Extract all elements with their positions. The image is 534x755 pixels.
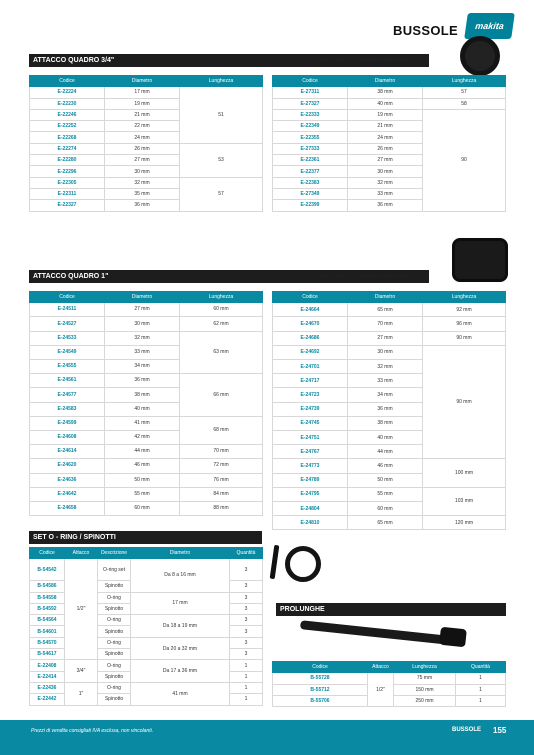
cell-diam: 19 mm [105,98,180,109]
cell-diam: 17 mm [131,592,230,615]
cell-code: B-55728 [273,673,368,684]
extension-bar-image [300,620,450,645]
cell-code: E-22436 [30,682,65,693]
cell-code: E-22361 [273,155,348,166]
cell-code: B-54601 [30,626,65,637]
cell-diam: 36 mm [105,200,180,211]
cell-len: 90 [423,109,506,211]
cell-desc: O-ring [98,682,131,693]
cell-code: B-54564 [30,615,65,626]
cell-code: E-22311 [30,188,105,199]
cell-diam: 50 mm [105,473,180,487]
cell-diam: 30 mm [105,317,180,331]
footer-note: Prezzi di vendita consigliati IVA esclusa, non vincolanti. [31,728,154,734]
cell-desc: O-ring [98,660,131,671]
cell-diam: 34 mm [105,360,180,374]
cell-code: E-24701 [273,360,348,374]
cell-diam: 60 mm [348,501,423,515]
col-diametro: Diametro [348,76,423,87]
cell-code: E-24795 [273,487,348,501]
cell-code: B-55706 [273,695,368,706]
cell-diam: 33 mm [348,374,423,388]
cell-qty: 3 [230,592,263,603]
cell-len: 75 mm [394,673,456,684]
cell-qty: 3 [230,637,263,648]
col-codice: Codice [30,292,105,303]
cell-code: E-22408 [30,660,65,671]
cell-desc: Spinotto [98,626,131,637]
cell-code: E-24751 [273,430,348,444]
cell-len: 70 mm [180,445,263,459]
col-codice: Codice [273,76,348,87]
cell-attacco: 1" [65,682,98,705]
cell-code: E-24717 [273,374,348,388]
cell-diam: 17 mm [105,87,180,98]
cell-code: B-54617 [30,649,65,660]
cell-diam: 44 mm [105,445,180,459]
cell-code: E-22355 [273,132,348,143]
cell-len: 53 [180,143,263,177]
cell-code: E-24614 [30,445,105,459]
cell-len: 76 mm [180,473,263,487]
col-codice: Codice [273,292,348,303]
section-bar-prolunghe [276,603,506,616]
cell-diam: 50 mm [348,473,423,487]
col-lunghezza: Lunghezza [180,76,263,87]
col-diametro: Diametro [105,76,180,87]
cell-qty: 3 [230,649,263,660]
cell-code: E-22274 [30,143,105,154]
cell-code: E-24767 [273,445,348,459]
table-prolunghe [272,661,506,707]
cell-diam: 27 mm [105,155,180,166]
cell-code: E-24511 [30,303,105,317]
cell-diam: 30 mm [105,166,180,177]
cell-qty: 1 [230,682,263,693]
cell-qty: 1 [230,671,263,682]
section-note: VENDUTE CON SPINOTTO E O-RING [320,274,408,280]
cell-diam: 27 mm [348,331,423,345]
cell-code: E-27311 [273,87,348,98]
cell-code: E-27349 [273,188,348,199]
cell-diam: 26 mm [105,143,180,154]
cell-code: B-54570 [30,637,65,648]
cell-code: E-24723 [273,388,348,402]
cell-len: 63 mm [180,331,263,374]
cell-diam: Da 17 a 36 mm [131,660,230,683]
col-codice: Codice [30,76,105,87]
cell-qty: 1 [456,673,506,684]
cell-qty: 1 [456,695,506,706]
col-attacco: Attacco [368,662,394,673]
socket-photo-1 [452,238,508,282]
cell-desc: O-ring [98,615,131,626]
cell-code: B-54542 [30,559,65,581]
cell-qty: 1 [230,694,263,705]
cell-len: 92 mm [423,303,506,317]
cell-code: E-24533 [30,331,105,345]
cell-code: E-22442 [30,694,65,705]
cell-code: E-22246 [30,109,105,120]
cell-diam: 33 mm [105,345,180,359]
cell-len: 100 mm [423,459,506,487]
cell-diam: 36 mm [348,200,423,211]
section-title: PROLUNGHE [280,606,325,613]
cell-diam: Da 8 a 16 mm [131,559,230,592]
cell-qty: 3 [230,626,263,637]
cell-qty: 3 [230,603,263,614]
table-1-left [29,291,263,516]
page-number: 155 [493,726,507,735]
cell-len: 88 mm [180,501,263,515]
cell-diam: 27 mm [105,303,180,317]
cell-code: E-22224 [30,87,105,98]
cell-qty: 3 [230,559,263,581]
cell-len: 66 mm [180,374,263,417]
socket-photo-3-4 [460,36,500,76]
col-diametro: Diametro [348,292,423,303]
col-codice: Codice [273,662,368,673]
cell-diam: 41 mm [105,416,180,430]
cell-len: 96 mm [423,317,506,331]
footer-section: BUSSOLE [452,727,482,733]
cell-code: E-24549 [30,345,105,359]
cell-len: 57 [423,87,506,98]
cell-code: E-22280 [30,155,105,166]
cell-diam: 36 mm [348,402,423,416]
cell-diam: 19 mm [348,109,423,120]
cell-attacco: 3/4" [65,660,98,683]
cell-code: E-24527 [30,317,105,331]
table-3-4-right [272,75,506,212]
cell-diam: 22 mm [105,121,180,132]
cell-diam: 40 mm [348,430,423,444]
col-quantita: Quantità [456,662,506,673]
cell-diam: 21 mm [348,121,423,132]
cell-desc: Spinotto [98,671,131,682]
cell-desc: O-ring [98,637,131,648]
cell-len: 90 mm [423,345,506,459]
section-bar-set [29,531,262,544]
pin-image [270,545,280,579]
cell-diam: 38 mm [105,388,180,402]
cell-len: 60 mm [180,303,263,317]
cell-code: B-54592 [30,603,65,614]
cell-diam: 35 mm [105,188,180,199]
cell-diam: 33 mm [348,188,423,199]
cell-desc: O-ring set [98,559,131,581]
section-note: VENDUTE CON SPINOTTO E O-RING [320,58,408,64]
cell-code: E-27327 [273,98,348,109]
makita-logo: makita [464,13,515,39]
cell-len: 120 mm [423,516,506,530]
cell-code: B-55712 [273,684,368,695]
cell-len: 58 [423,98,506,109]
cell-code: E-24555 [30,360,105,374]
cell-code: E-22377 [273,166,348,177]
cell-desc: Spinotto [98,649,131,660]
cell-diam: 24 mm [348,132,423,143]
cell-attacco: 1/2" [368,673,394,707]
cell-diam: 55 mm [105,487,180,501]
col-quantita: Quantità [230,548,263,559]
cell-diam: 42 mm [105,430,180,444]
col-codice: Codice [30,548,65,559]
footer-bar [0,720,534,755]
section-title: ATTACCO QUADRO 1" [33,273,109,280]
cell-code: E-24692 [273,345,348,359]
cell-code: E-22333 [273,109,348,120]
cell-code: E-22296 [30,166,105,177]
cell-diam: 32 mm [105,177,180,188]
cell-len: 72 mm [180,459,263,473]
cell-code: E-22327 [30,200,105,211]
cell-len: 62 mm [180,317,263,331]
cell-code: B-54558 [30,592,65,603]
cell-code: E-22252 [30,121,105,132]
cell-diam: 40 mm [105,402,180,416]
cell-code: E-24773 [273,459,348,473]
cell-diam: Da 20 a 32 mm [131,637,230,660]
cell-code: E-22383 [273,177,348,188]
cell-len: 90 mm [423,331,506,345]
cell-diam: 30 mm [348,166,423,177]
cell-diam: 34 mm [348,388,423,402]
table-set [29,547,263,706]
cell-desc: Spinotto [98,694,131,705]
cell-len: 250 mm [394,695,456,706]
cell-diam: 36 mm [105,374,180,388]
section-title: SET O - RING / SPINOTTI [33,534,116,541]
col-lunghezza: Lunghezza [423,292,506,303]
cell-code: E-22230 [30,98,105,109]
cell-code: E-24789 [273,473,348,487]
cell-len: 150 mm [394,684,456,695]
cell-attacco: 1/2" [65,559,98,660]
cell-code: E-24686 [273,331,348,345]
col-lunghezza: Lunghezza [423,76,506,87]
cell-len: 51 [180,87,263,143]
cell-qty: 1 [230,660,263,671]
cell-code: E-24664 [273,303,348,317]
col-descrizione: Descrizione [98,548,131,559]
cell-code: E-24658 [30,501,105,515]
cell-len: 84 mm [180,487,263,501]
cell-diam: 55 mm [348,487,423,501]
table-3-4-left [29,75,263,212]
cell-code: E-24583 [30,402,105,416]
col-lunghezza: Lunghezza [180,292,263,303]
cell-diam: 32 mm [348,177,423,188]
cell-desc: Spinotto [98,581,131,592]
cell-diam: 32 mm [348,360,423,374]
section-title: ATTACCO QUADRO 3/4" [33,57,115,64]
cell-code: B-54586 [30,581,65,592]
cell-diam: 70 mm [348,317,423,331]
cell-len: 57 [180,177,263,211]
cell-desc: Spinotto [98,603,131,614]
cell-diam: 38 mm [348,416,423,430]
cell-diam: 65 mm [348,516,423,530]
col-diametro: Diametro [131,548,230,559]
cell-qty: 3 [230,615,263,626]
cell-code: E-22305 [30,177,105,188]
col-attacco: Attacco [65,548,98,559]
cell-diam: 24 mm [105,132,180,143]
cell-diam: 26 mm [348,143,423,154]
table-1-right [272,291,506,530]
cell-diam: 41 mm [131,682,230,705]
cell-code: E-24670 [273,317,348,331]
cell-diam: 30 mm [348,345,423,359]
cell-diam: 44 mm [348,445,423,459]
cell-code: E-22399 [273,200,348,211]
col-lunghezza: Lunghezza [394,662,456,673]
cell-diam: 60 mm [105,501,180,515]
cell-len: 103 mm [423,487,506,515]
o-ring-image [285,546,321,582]
cell-code: E-24620 [30,459,105,473]
cell-code: E-24739 [273,402,348,416]
cell-diam: 46 mm [348,459,423,473]
cell-code: E-24561 [30,374,105,388]
cell-diam: 38 mm [348,87,423,98]
cell-diam: 27 mm [348,155,423,166]
cell-qty: 1 [456,684,506,695]
cell-qty: 3 [230,581,263,592]
cell-diam: 65 mm [348,303,423,317]
cell-code: E-22349 [273,121,348,132]
cell-code: E-24745 [273,416,348,430]
cell-code: E-24804 [273,501,348,515]
cell-diam: Da 18 a 19 mm [131,615,230,638]
cell-desc: O-ring [98,592,131,603]
cell-code: E-22414 [30,671,65,682]
cell-code: E-22268 [30,132,105,143]
cell-diam: 40 mm [348,98,423,109]
cell-len: 68 mm [180,416,263,444]
page-title: BUSSOLE [393,23,458,38]
cell-code: E-27333 [273,143,348,154]
cell-code: E-24599 [30,416,105,430]
cell-code: E-24577 [30,388,105,402]
cell-diam: 46 mm [105,459,180,473]
cell-code: E-24642 [30,487,105,501]
col-diametro: Diametro [105,292,180,303]
cell-code: E-24608 [30,430,105,444]
cell-diam: 21 mm [105,109,180,120]
cell-code: E-24810 [273,516,348,530]
extension-head-image [439,627,467,648]
cell-code: E-24636 [30,473,105,487]
cell-diam: 32 mm [105,331,180,345]
